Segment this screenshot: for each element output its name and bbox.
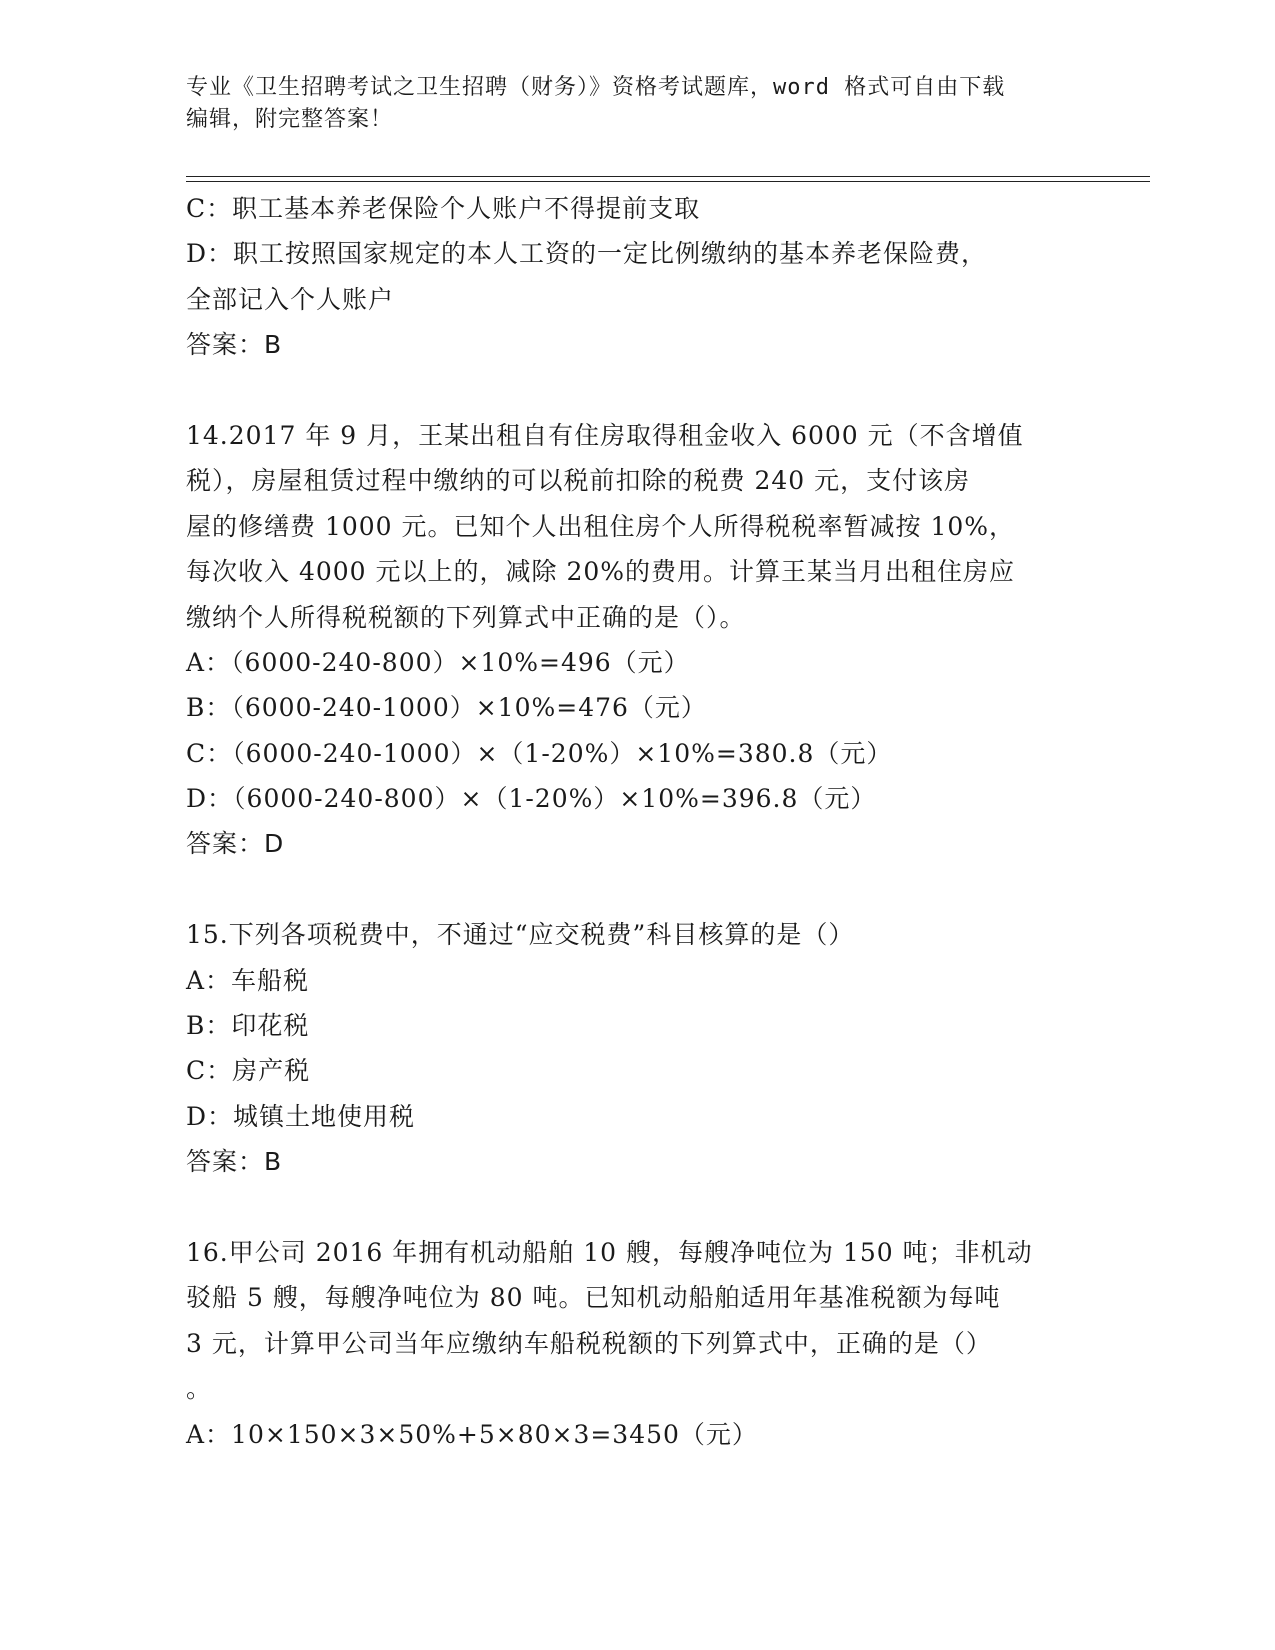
document-header [186,72,1086,136]
q16-stem-line-3: 3 元，计算甲公司当年应缴纳车船税税额的下列算式中，正确的是（） [186,1328,992,1358]
header-line-2: 编辑，附完整答案！ [186,107,394,132]
q16-stem-line-2: 驳船 5 艘，每艘净吨位为 80 吨。已知机动船舶适用年基准税额为每吨 [186,1283,1001,1313]
q14-option-a: A：（6000-240-800）×10%=496（元） [186,647,690,677]
q14-option-b: B：（6000-240-1000）×10%=476（元） [186,693,707,723]
header-line-1: 专业《卫生招聘考试之卫生招聘（财务）》资格考试题库，word 格式可自由下载 [186,75,1006,100]
q16-stem-line-4: 。 [186,1374,213,1404]
q16-option-a: A：10×150×3×50%+5×80×3=3450（元） [186,1419,758,1449]
q15-answer: 答案：B [186,1147,283,1177]
q15-option-d: D：城镇土地使用税 [186,1101,416,1131]
header-divider-bottom [186,181,1150,182]
q15-option-b: B：印花税 [186,1011,310,1041]
q14-option-c: C：（6000-240-1000）×（1-20%）×10%=380.8（元） [186,738,893,768]
q14-stem-line-1: 14.2017 年 9 月，王某出租自有住房取得租金收入 6000 元（不含增值 [186,420,1024,450]
q13-option-d-line-1: D：职工按照国家规定的本人工资的一定比例缴纳的基本养老保险费， [186,239,988,269]
q13-option-d-line-2: 全部记入个人账户 [186,284,395,314]
q14-stem-line-5: 缴纳个人所得税税额的下列算式中正确的是（）。 [186,602,746,632]
question-content [186,186,1066,1457]
q15-option-a: A：车船税 [186,965,310,995]
spacer [186,1185,1066,1230]
q14-stem-line-4: 每次收入 4000 元以上的，减除 20%的费用。计算王某当月出租住房应 [186,557,1016,587]
spacer [186,867,1066,912]
q14-stem-line-2: 税），房屋租赁过程中缴纳的可以税前扣除的税费 240 元，支付该房 [186,466,971,496]
q14-option-d: D：（6000-240-800）×（1-20%）×10%=396.8（元） [186,784,877,814]
q15-stem: 15.下列各项税费中，不通过“应交税费”科目核算的是（） [186,920,855,950]
q16-stem-line-1: 16.甲公司 2016 年拥有机动船舶 10 艘，每艘净吨位为 150 吨；非机动 [186,1237,1033,1267]
q13-option-c: C：职工基本养老保险个人账户不得提前支取 [186,194,701,223]
q15-option-c: C：房产税 [186,1056,311,1086]
q14-answer: 答案：D [186,829,285,859]
spacer [186,368,1066,413]
header-divider-top [186,176,1150,177]
q14-stem-line-3: 屋的修缮费 1000 元。已知个人出租住房个人所得税税率暂减按 10%， [186,511,1016,541]
q13-answer: 答案：B [186,330,283,360]
